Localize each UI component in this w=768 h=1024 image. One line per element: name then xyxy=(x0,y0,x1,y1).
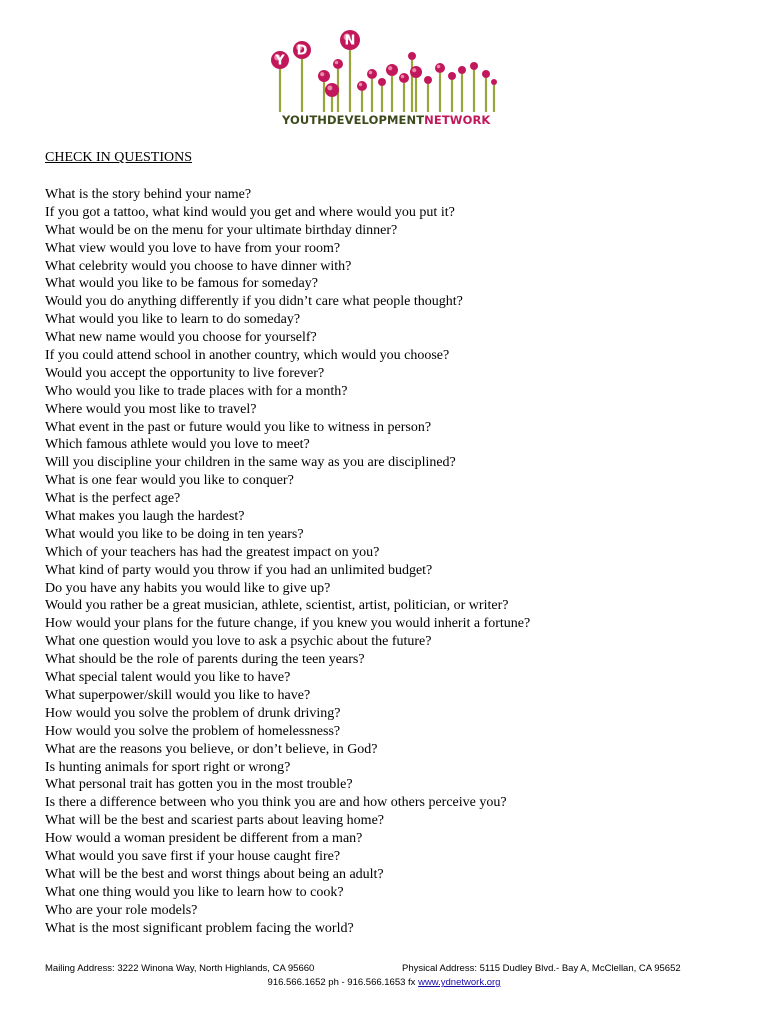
logo-letter-d: D xyxy=(296,43,308,59)
list-item: Will you discipline your children in the same way as you are disciplined? xyxy=(45,455,456,471)
website-link[interactable]: www.ydnetwork.org xyxy=(418,977,501,988)
flower-highlight xyxy=(335,61,339,65)
list-item: What should be the role of parents during the teen years? xyxy=(45,652,365,668)
list-item: Is there a difference between who you think you are and how others perceive you? xyxy=(45,795,507,811)
list-item: What one thing would you like to learn how to cook? xyxy=(45,884,344,900)
logo-youth-development: YOUTHDEVELOPMENT xyxy=(282,113,425,127)
footer-contact xyxy=(0,977,768,988)
flower-head xyxy=(378,78,386,86)
list-item: What kind of party would you throw if you had an unlimited budget? xyxy=(45,562,433,578)
flower-head xyxy=(458,66,466,74)
flower-head xyxy=(448,72,456,80)
flower-highlight xyxy=(437,65,441,69)
mailing-address: Mailing Address: 3222 Winona Way, North Highlands, CA 95660 xyxy=(45,963,315,974)
flower-head xyxy=(325,83,339,97)
phone-fax: 916.566.1652 ph - 916.566.1653 fx xyxy=(267,977,416,988)
logo-letter-y: Y xyxy=(275,53,285,69)
list-item: Who would you like to trade places with for a month? xyxy=(45,383,348,399)
logo-wordmark xyxy=(282,113,490,127)
list-item: Would you do anything differently if you didn’t care what people thought? xyxy=(45,294,463,310)
list-item: Where would you most like to travel? xyxy=(45,401,257,417)
list-item: How would you solve the problem of drunk driving? xyxy=(45,705,341,721)
flower-head xyxy=(318,70,330,82)
list-item: If you got a tattoo, what kind would you get and where would you put it? xyxy=(45,204,455,220)
flower-highlight xyxy=(320,72,324,76)
list-item: What special talent would you like to have? xyxy=(45,670,291,686)
list-item: Who are your role models? xyxy=(45,902,198,918)
flower-head xyxy=(357,81,367,91)
flower-head xyxy=(435,63,445,73)
list-item: What one question would you love to ask a psychic about the future? xyxy=(45,634,432,650)
list-item: Do you have any habits you would like to give up? xyxy=(45,580,331,596)
question-list xyxy=(45,186,530,937)
list-item: What would you like to learn to do someday? xyxy=(45,312,301,328)
list-item: Which of your teachers has had the greatest impact on you? xyxy=(45,544,380,560)
flower-head xyxy=(386,64,398,76)
list-item: Would you accept the opportunity to live forever? xyxy=(45,365,325,381)
list-item: What would you like to be doing in ten years? xyxy=(45,526,304,542)
list-item: What celebrity would you choose to have dinner with? xyxy=(45,258,352,274)
flower-head xyxy=(424,76,432,84)
flower-head xyxy=(482,70,490,78)
logo-letter-n: N xyxy=(344,33,356,49)
list-item: What superpower/skill would you like to have? xyxy=(45,687,311,703)
flower-head xyxy=(399,73,409,83)
ydn-logo xyxy=(262,26,498,130)
flower-highlight xyxy=(388,66,392,70)
list-item: What would be on the menu for your ultimate birthday dinner? xyxy=(45,222,398,238)
flower-highlight xyxy=(401,75,405,79)
list-item: What is one fear would you like to conquer? xyxy=(45,473,294,489)
list-item: What would you like to be famous for someday? xyxy=(45,276,318,292)
flower-highlight xyxy=(359,83,363,87)
list-item: What are the reasons you believe, or don’t believe, in God? xyxy=(45,741,378,757)
physical-address: Physical Address: 5115 Dudley Blvd.- Bay A, McClellan, CA 95652 xyxy=(402,963,681,974)
list-item: How would a woman president be different from a man? xyxy=(45,831,363,847)
flower-head xyxy=(333,59,343,69)
flower-head xyxy=(367,69,377,79)
footer-addresses xyxy=(45,963,725,974)
list-item: What is the most significant problem facing the world? xyxy=(45,920,354,936)
list-item: What will be the best and scariest parts about leaving home? xyxy=(45,813,385,829)
list-item: What is the story behind your name? xyxy=(45,187,252,202)
list-item: What makes you laugh the hardest? xyxy=(45,509,245,525)
list-item: How would your plans for the future change, if you knew you would inherit a fortune? xyxy=(45,616,531,632)
flower-head xyxy=(491,79,497,85)
list-item: What will be the best and worst things about being an adult? xyxy=(45,866,384,882)
flower-highlight xyxy=(412,68,416,72)
logo-network: NETWORK xyxy=(424,113,491,127)
logo-graphic xyxy=(262,26,498,112)
list-item: Which famous athlete would you love to meet? xyxy=(45,437,310,453)
flower-head xyxy=(410,66,422,78)
flower-highlight xyxy=(369,71,373,75)
list-item: What would you save first if your house caught fire? xyxy=(45,848,341,864)
list-item: What event in the past or future would you like to witness in person? xyxy=(45,419,432,435)
list-item: What personal trait has gotten you in the most trouble? xyxy=(45,777,353,793)
flower-highlight xyxy=(327,85,332,90)
flower-head xyxy=(408,52,416,60)
list-item: What new name would you choose for yourself? xyxy=(45,330,317,346)
list-item: If you could attend school in another country, which would you choose? xyxy=(45,348,450,364)
page-title: CHECK IN QUESTIONS xyxy=(45,150,192,165)
list-item: Is hunting animals for sport right or wrong? xyxy=(45,759,291,775)
list-item: How would you solve the problem of homelessness? xyxy=(45,723,341,739)
list-item: What is the perfect age? xyxy=(45,491,181,507)
list-item: What view would you love to have from your room? xyxy=(45,240,341,256)
flower-head xyxy=(470,62,478,70)
list-item: Would you rather be a great musician, athlete, scientist, artist, politician, or writer? xyxy=(45,598,509,614)
